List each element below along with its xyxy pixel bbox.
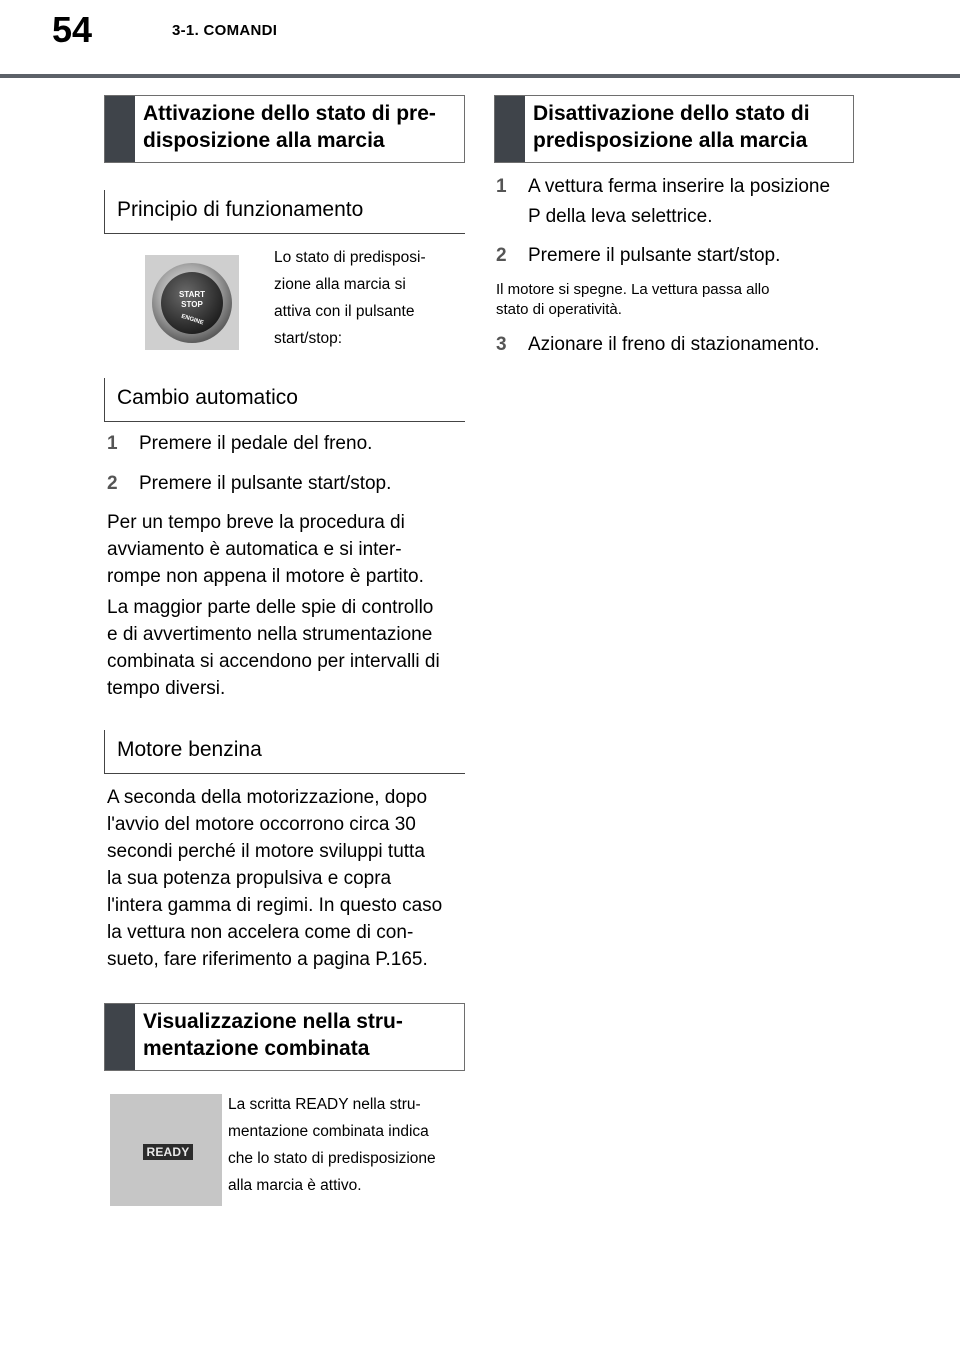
button-label-start: START [178, 290, 206, 299]
step-item [107, 430, 465, 457]
ready-line: alla marcia è attivo. [228, 1177, 362, 1194]
principle-line: start/stop: [274, 330, 343, 347]
subheader-principle-text: Principio di funzionamento [117, 198, 364, 221]
ready-display-image [110, 1094, 222, 1206]
step-number: 3 [496, 334, 507, 355]
paragraph-line: l'intera gamma di regimi. In questo caso [107, 895, 443, 916]
page-number: 54 [52, 9, 93, 50]
paragraph-line: Per un tempo breve la procedura di [107, 512, 405, 533]
ready-line: La scritta READY nella stru- [228, 1096, 421, 1113]
step-text: Azionare il freno di stazionamento. [528, 334, 820, 355]
step-text: Premere il pulsante start/stop. [139, 473, 392, 494]
start-stop-button-image [145, 255, 239, 350]
ready-line: mentazione combinata indica [228, 1123, 429, 1140]
principle-line: Lo stato di predisposi- [274, 249, 426, 266]
ready-badge: READY [143, 1144, 193, 1160]
note-line: Il motore si spegne. La vettura passa allo [496, 281, 770, 298]
button-label-engine: ENGINE [180, 313, 205, 327]
step-text: Premere il pulsante start/stop. [528, 245, 781, 266]
button-label-stop: STOP [181, 300, 203, 309]
step-number: 1 [496, 176, 507, 197]
principle-description [274, 244, 464, 352]
paragraph-line: la vettura non accelera come di con- [107, 922, 414, 943]
paragraph-procedure [107, 509, 467, 590]
section-header-bar [495, 96, 525, 162]
paragraph-line: e di avvertimento nella strumentazione [107, 624, 433, 645]
paragraph-warning-lights [107, 594, 467, 702]
section-title-deactivation: Disattivazione dello stato di predisposizione alla marcia [533, 102, 810, 152]
section-title-activation: Attivazione dello stato di pre-disposizione alla marcia [143, 102, 436, 152]
step-item [496, 331, 856, 358]
paragraph-line: combinata si accendono per intervalli di [107, 651, 440, 672]
paragraph-line: rompe non appena il motore è partito. [107, 566, 424, 587]
section-title-display: Visualizzazione nella stru-mentazione combinata [143, 1010, 403, 1060]
ready-description [228, 1091, 466, 1199]
paragraph-line: La maggior parte delle spie di controllo [107, 597, 434, 618]
paragraph-line: avviamento è automatica e si inter- [107, 539, 402, 560]
step-number: 1 [107, 433, 118, 454]
section-header-bar [105, 96, 135, 162]
paragraph-line: la sua potenza propulsiva e copra [107, 868, 392, 889]
principle-line: zione alla marcia si [274, 276, 406, 293]
paragraph-line: l'avvio del motore occorrono circa 30 [107, 814, 416, 835]
start-stop-button-icon [145, 255, 239, 350]
subheader-petrol-engine [104, 730, 465, 774]
section-header-activation [104, 95, 465, 163]
paragraph-line: tempo diversi. [107, 678, 226, 699]
principle-line: attiva con il pulsante [274, 303, 415, 320]
step-item [496, 242, 856, 269]
ready-line: che lo stato di predisposizione [228, 1150, 436, 1167]
step-text-line: A vettura ferma inserire la posizione [528, 176, 831, 197]
subheader-automatic [104, 378, 465, 422]
section-header-deactivation [494, 95, 854, 163]
subheader-petrol-engine-text: Motore benzina [117, 738, 262, 761]
note-engine-off [496, 280, 856, 320]
paragraph-line: A seconda della motorizzazione, dopo [107, 787, 428, 808]
section-header-bar [105, 1004, 135, 1070]
section-header-display [104, 1003, 465, 1071]
step-number: 2 [496, 245, 507, 266]
header-divider [0, 74, 960, 78]
paragraph-line: sueto, fare riferimento a pagina P.165. [107, 949, 428, 970]
step-text: Premere il pedale del freno. [139, 433, 373, 454]
step-text-line: P della leva selettrice. [528, 206, 713, 227]
paragraph-line: secondi perché il motore sviluppi tutta [107, 841, 425, 862]
step-item [496, 173, 856, 229]
chapter-title: 3-1. COMANDI [172, 22, 278, 39]
paragraph-petrol-engine [107, 784, 467, 973]
subheader-automatic-text: Cambio automatico [117, 386, 298, 409]
step-number: 2 [107, 473, 118, 494]
subheader-principle [104, 190, 465, 234]
step-item [107, 470, 465, 497]
note-line: stato di operatività. [496, 301, 622, 318]
